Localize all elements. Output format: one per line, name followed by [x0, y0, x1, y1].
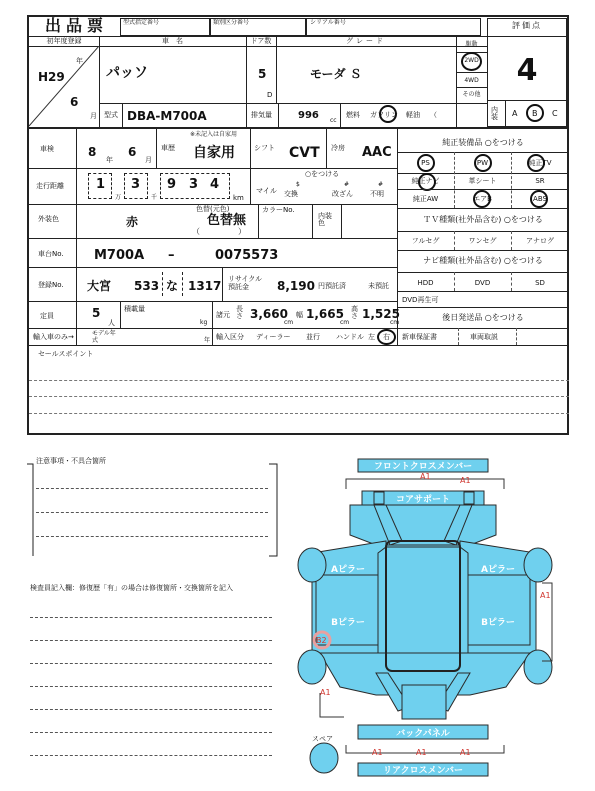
drive-2wd-circle [461, 52, 482, 71]
color-orig-label: 色替(元色) [196, 205, 230, 213]
fuel-gas-circle [379, 105, 397, 123]
interior-grade-c: C [552, 109, 558, 118]
type-value: DBA-M700A [127, 109, 207, 123]
month-unit: 月 [90, 112, 97, 120]
plate-class: 533 [134, 279, 160, 293]
caution-label: 注意事項・不具合箇所 [36, 457, 106, 465]
drive-other: その他 [462, 91, 481, 98]
equip-ps: PS [421, 159, 430, 167]
displacement-label: 排気量 [251, 111, 272, 119]
import-label: 輸入車のみ→ [33, 333, 74, 341]
reg-month: 6 [70, 95, 79, 109]
year-unit: 年 [76, 57, 83, 65]
equipment-title: 純正装備品 ○をつける [442, 138, 524, 147]
era-year: H29 [38, 70, 65, 84]
mileage-modified: 改ざん [332, 190, 353, 198]
mile-label: マイル [256, 187, 277, 195]
color-no-label: カラーNo. [262, 206, 295, 214]
recycle-amount: 8,190 [277, 279, 315, 293]
plate-kana: な [166, 279, 179, 293]
drive-4wd: 4WD [464, 77, 479, 84]
later-warranty: 新車保証書 [402, 333, 437, 341]
fuel-label: 燃料 [346, 111, 360, 119]
equip-abs-circle [530, 190, 548, 208]
shaken-year-unit: 年 [106, 156, 113, 164]
model-code-label: 型式指定番号 [123, 19, 160, 26]
front-left-wheel [298, 548, 326, 582]
equip-leather: 革シート [468, 177, 497, 185]
core-support-label: コアサポート [395, 495, 451, 505]
equip-aw: 純正AW [412, 195, 439, 203]
color-label: 外装色 [38, 215, 59, 223]
capacity-unit: 人 [108, 319, 115, 327]
inspector-label: 検査員記入欄：修復歴「有」の場合は修復箇所・交換箇所を記入 [30, 584, 233, 592]
dvd-label: DVD再生可 [402, 296, 439, 304]
length-value: 3,660 [250, 307, 288, 321]
right-side-panel [468, 575, 530, 645]
shift-value: CVT [289, 145, 320, 161]
tv-oneseg: ワンセグ [468, 237, 497, 245]
car-damage-diagram [290, 455, 560, 780]
model-year-label: モデル年式 [92, 330, 116, 344]
doors-value: 5 [258, 67, 267, 81]
shaken-year: 8 [88, 145, 97, 159]
interior-color-label: 内装色 [318, 212, 332, 227]
equip-abs: ABS [533, 195, 547, 203]
capacity-value: 5 [92, 306, 101, 320]
doors-sub: D [267, 91, 273, 99]
mileage-digit-3: 9 [167, 177, 177, 192]
tv-analog: アナログ [526, 237, 554, 245]
equip-pw: PW [476, 159, 489, 167]
form-title: 出品票 [45, 16, 109, 35]
interior-grade-a: A [512, 109, 518, 118]
handle-right: 右 [383, 333, 390, 341]
mileage-unknown: 不明 [370, 190, 384, 198]
recycle-label: リサイクル預託金 [228, 275, 263, 291]
chassis-prefix: M700A [94, 248, 145, 263]
tv-fullseg: フルセグ [411, 237, 440, 245]
length-label: 長さ [236, 305, 243, 320]
rear-left-wheel [298, 650, 326, 684]
width-unit: cm [340, 319, 350, 326]
plate-region: 大宮 [87, 279, 112, 293]
cabin-area [378, 547, 468, 653]
doors-label: ドア数 [250, 37, 272, 45]
displacement-unit: cc [330, 117, 337, 124]
shaken-month: 6 [128, 145, 137, 159]
equip-airbag-circle [473, 190, 491, 208]
a-pillar-left-label: Aピラー [331, 565, 365, 575]
chassis-label: 車台No. [38, 250, 64, 258]
plate-number: 1317 [188, 279, 222, 293]
handle-left: 左 [368, 333, 375, 341]
equip-sr: SR [535, 177, 545, 185]
height-unit: cm [390, 319, 400, 326]
width-label: 幅 [296, 311, 303, 319]
caution-bracket [27, 456, 283, 566]
type-label: 型式 [104, 111, 118, 119]
back-panel-label: バックパネル [396, 729, 450, 739]
mileage-sen: 千 [151, 194, 158, 201]
interior-label: 内装 [491, 106, 498, 121]
history-note: ※未記入は自家用 [190, 131, 238, 138]
mark-left-b2: B2 [316, 636, 327, 645]
b-pillar-left-label: Bピラー [331, 618, 365, 628]
recycle-unit: 円預託済 [318, 282, 346, 290]
import-year-unit: 年 [204, 337, 211, 344]
drive-label: 駆動 [465, 41, 478, 48]
ac-value: AAC [362, 145, 392, 160]
grade-label: グレード [346, 37, 386, 45]
equip-tv: 純正TV [528, 159, 552, 167]
mileage-man: 万 [115, 194, 122, 201]
handle-right-circle [377, 329, 396, 345]
front-area [350, 505, 496, 545]
history-label: 車歴 [161, 144, 175, 152]
front-cross-label: フロントクロスメンバー [373, 462, 473, 472]
recycle-unpaid: 未預託 [368, 282, 389, 290]
import-dealer: ディーラー [256, 333, 291, 341]
dims-label: 諸元 [216, 311, 230, 319]
mark-rear-3: A1 [460, 748, 471, 757]
equip-tv-circle [527, 154, 545, 172]
import-class-label: 輸入区分 [216, 333, 244, 341]
equip-pw-circle [474, 154, 492, 172]
score-label: 評価点 [512, 21, 542, 30]
shaken-label: 車検 [40, 145, 54, 153]
mileage-digit-2: 3 [131, 177, 141, 192]
color-change: 色替無 [207, 213, 247, 228]
mileage-dollar: $ [296, 181, 300, 188]
fuel-light: 軽油 [406, 111, 420, 119]
later-title: 後日発送品 ○をつける [442, 313, 524, 322]
mark-front-2: A1 [460, 476, 471, 485]
mileage-label: 走行距離 [36, 182, 64, 190]
grade-value: モーダ Ｓ [310, 67, 362, 81]
navi-dvd: DVD [474, 279, 491, 287]
score-value: 4 [516, 53, 538, 88]
left-side-panel [316, 575, 378, 645]
navi-title: ナビ種類(社外品含む) ○をつける [423, 256, 543, 265]
mark-right: A1 [540, 591, 551, 600]
mileage-hash: # [344, 181, 350, 188]
mileage-digit-5: 4 [210, 177, 220, 192]
spare-label: スペア [312, 735, 333, 743]
first-reg-label: 初年度登録 [46, 37, 82, 45]
chassis-dash: – [168, 248, 175, 263]
handle-label: ハンドル [336, 333, 364, 341]
later-manual: 車両取説 [470, 333, 498, 341]
interior-b-circle [526, 104, 544, 122]
width-value: 1,665 [306, 307, 344, 321]
mark-rear-1: A1 [372, 748, 383, 757]
length-unit: cm [284, 319, 294, 326]
core-support-left-block [374, 492, 384, 504]
height-label: 高さ [351, 305, 358, 320]
shift-label: シフト [254, 144, 275, 152]
floor-panel [402, 685, 446, 719]
color-paren-open: （ [192, 227, 200, 236]
mileage-circle-note: ○をつける [305, 170, 340, 178]
shaken-month-unit: 月 [145, 156, 152, 164]
a-pillar-right-label: Aピラー [481, 565, 515, 575]
mileage-digit-4: 3 [189, 177, 199, 192]
rear-cross-label: リアクロスメンバー [382, 766, 464, 776]
fuel-paren: （ [430, 111, 437, 119]
mark-front-1: A1 [420, 472, 431, 481]
capacity-label: 定員 [40, 312, 54, 320]
car-name-label: 車 名 [162, 37, 183, 45]
load-unit: kg [200, 319, 208, 326]
spare-tire [310, 743, 338, 773]
serial-label: シリアル番号 [310, 19, 346, 26]
navi-sd: SD [535, 279, 545, 287]
equip-navi: 純正ナビ [411, 177, 440, 185]
mileage-digit-1: 1 [96, 177, 106, 192]
import-parallel: 並行 [306, 333, 320, 341]
mark-left-rear: A1 [320, 688, 331, 697]
color-value: 赤 [126, 215, 139, 229]
first-reg-diagonal [29, 46, 99, 127]
displacement-value: 996 [298, 110, 319, 121]
mark-rear-2: A1 [416, 748, 427, 757]
color-paren-close: ） [238, 227, 246, 236]
height-value: 1,525 [362, 307, 400, 321]
car-name: パッソ [106, 65, 148, 81]
sales-point-label: セールスポイント [38, 350, 94, 358]
history-value: 自家用 [193, 145, 235, 161]
ac-label: 冷房 [331, 144, 345, 152]
interior-grade-b: B [532, 109, 538, 118]
plate-label: 登録No. [38, 281, 64, 289]
front-right-wheel [524, 548, 552, 582]
core-support-right-block [464, 492, 474, 504]
fuel-gas: ガソリン [370, 111, 398, 119]
mileage-km: km [233, 194, 244, 202]
navi-hdd: HDD [417, 279, 434, 287]
chassis-number: 0075573 [215, 248, 279, 263]
category-label: 類別区分番号 [213, 19, 250, 26]
mileage-sharp: # [378, 181, 384, 188]
load-label: 積載量 [124, 305, 145, 313]
b-pillar-right-label: Bピラー [481, 618, 515, 628]
tv-title: ＴＶ種類(社外品含む) ○をつける [423, 215, 543, 224]
mileage-exchange: 交換 [284, 190, 298, 198]
rear-right-wheel [524, 650, 552, 684]
equip-ps-circle [417, 154, 435, 172]
equip-airbag: エアB [473, 195, 492, 203]
drive-2wd: 2WD [464, 57, 479, 64]
